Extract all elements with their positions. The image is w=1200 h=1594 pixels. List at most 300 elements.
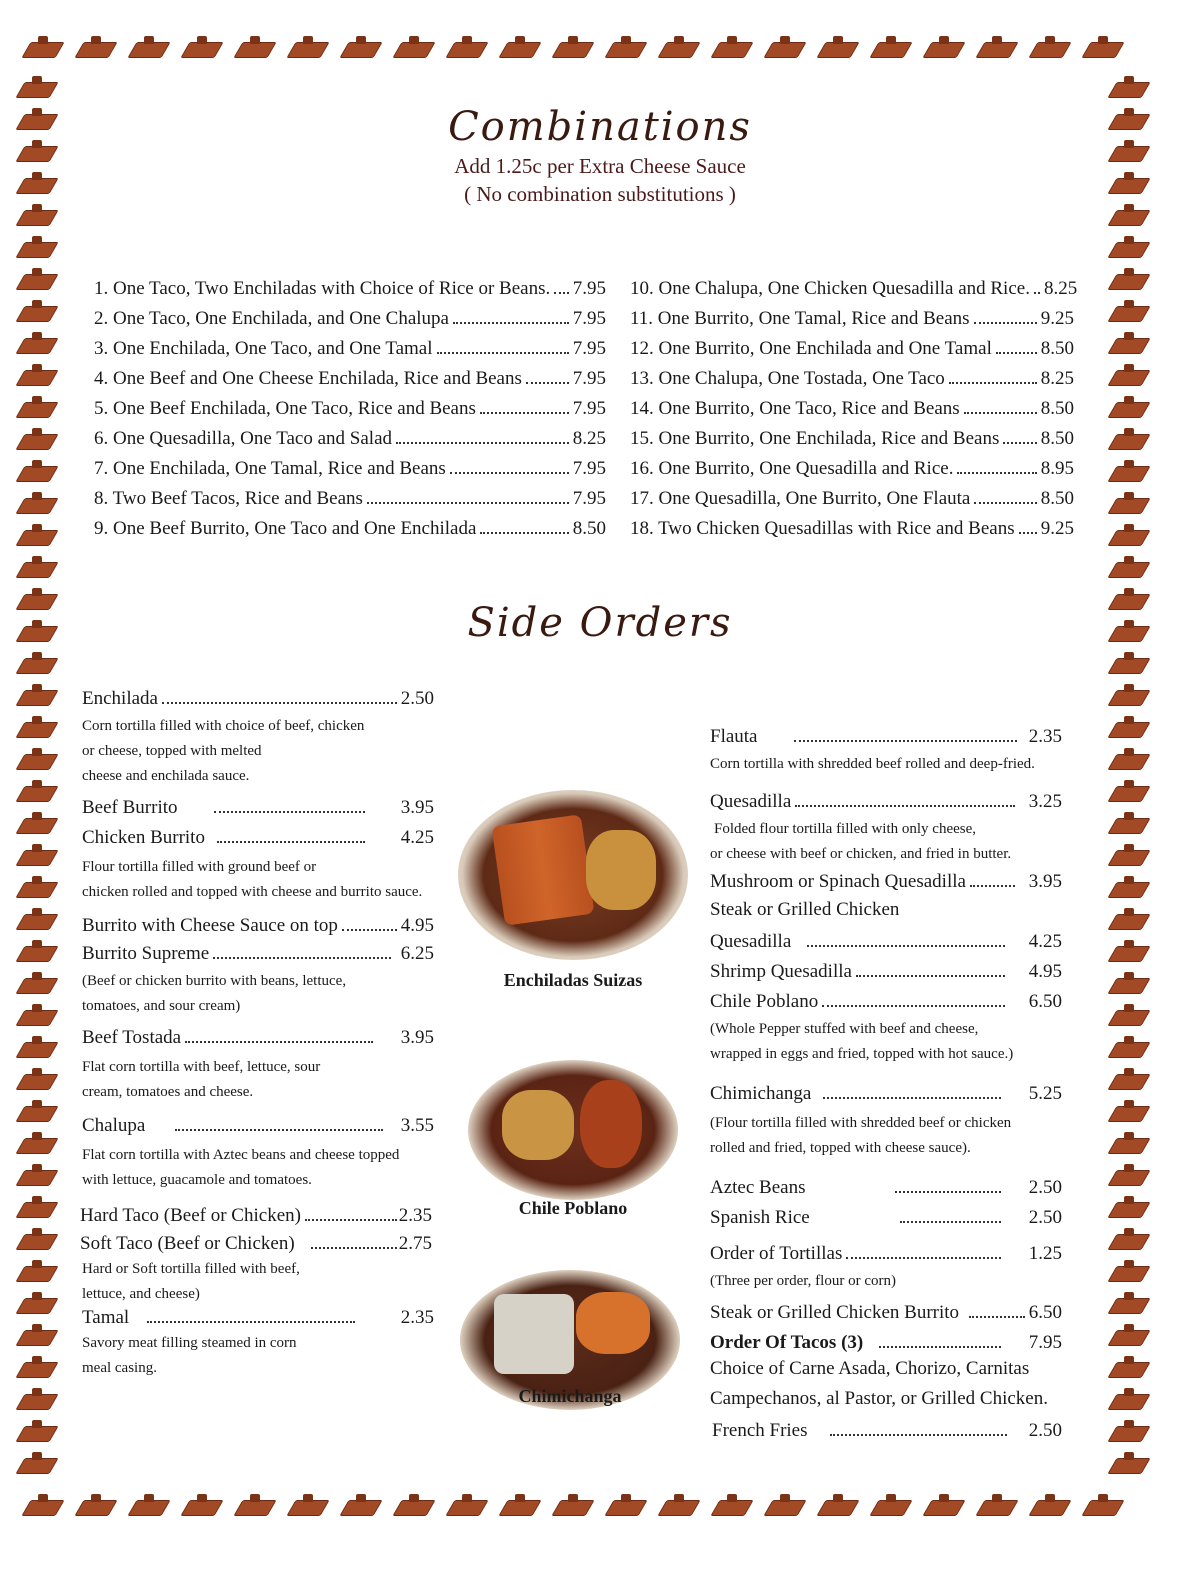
pepper-shape [580, 1080, 642, 1168]
combination-price: 8.50 [572, 518, 606, 539]
bead-ornament-icon [181, 36, 221, 60]
item-name: Chile Poblano [710, 991, 819, 1012]
combination-item [94, 480, 606, 510]
desc-line: cream, tomatoes and cheese. [82, 1084, 254, 1100]
desc-line: lettuce, and cheese) [82, 1286, 200, 1302]
combinations-right-column [630, 270, 1078, 540]
item-name: Mushroom or Spinach Quesadilla [710, 871, 966, 892]
bead-ornament-icon [16, 396, 56, 420]
menu-item [82, 905, 434, 937]
item-description [82, 855, 434, 905]
bead-ornament-icon [1108, 492, 1148, 516]
item-description [82, 714, 434, 789]
dot-leader [305, 1219, 397, 1221]
item-price: 7.95 [1028, 1332, 1062, 1353]
item-price: 4.95 [1028, 961, 1062, 982]
desc-line: Corn tortilla filled with choice of beef, chicken [82, 718, 365, 734]
bead-ornament-icon [181, 1494, 221, 1518]
item-name: Beef Burrito [82, 797, 178, 818]
bead-ornament-icon [16, 940, 56, 964]
combination-text: 11. One Burrito, One Tamal, Rice and Beans [630, 308, 970, 329]
enchilada-shape [491, 814, 594, 926]
combination-price: 8.25 [1043, 278, 1078, 299]
bead-ornament-icon [16, 1260, 56, 1284]
bead-ornament-icon [1108, 1324, 1148, 1348]
bead-ornament-icon [234, 1494, 274, 1518]
combination-text: 4. One Beef and One Cheese Enchilada, Rice and Beans [94, 368, 522, 389]
bead-ornament-icon [16, 812, 56, 836]
menu-item [710, 1414, 1062, 1442]
bead-ornament-icon [75, 1494, 115, 1518]
item-price: 3.95 [400, 797, 434, 818]
combination-text: 2. One Taco, One Enchilada, and One Chalupa [94, 308, 449, 329]
bead-ornament-icon [16, 204, 56, 228]
combination-text: 12. One Burrito, One Enchilada and One Tamal [630, 338, 992, 359]
dot-leader [964, 412, 1037, 414]
combination-item [630, 420, 1074, 450]
desc-line: chicken rolled and topped with cheese and burrito sauce. [82, 884, 423, 900]
menu-item [710, 726, 1062, 748]
bead-ornament-icon [1108, 684, 1148, 708]
item-name: Aztec Beans [710, 1177, 806, 1198]
bead-ornament-icon [1108, 428, 1148, 452]
desc-line: Flat corn tortilla with Aztec beans and cheese topped [82, 1147, 400, 1163]
bead-ornament-icon [1108, 268, 1148, 292]
dot-leader [949, 382, 1037, 384]
bead-ornament-icon [16, 428, 56, 452]
combination-item [94, 420, 606, 450]
combination-item [94, 390, 606, 420]
item-name: Chalupa [82, 1115, 146, 1136]
bead-ornament-icon [16, 1324, 56, 1348]
menu-item [80, 1193, 432, 1227]
item-price: 2.50 [1028, 1177, 1062, 1198]
bead-ornament-icon [1108, 1452, 1148, 1476]
menu-item [710, 1161, 1062, 1199]
item-description [82, 1331, 434, 1381]
dot-leader [879, 1346, 1001, 1348]
menu-item [82, 819, 434, 849]
bead-ornament-icon [16, 268, 56, 292]
chimichanga-shape [494, 1294, 574, 1374]
bead-ornament-icon [16, 1452, 56, 1476]
item-name: Chimichanga [710, 1083, 812, 1104]
combination-item [94, 330, 606, 360]
item-description [710, 1017, 1062, 1067]
bead-ornament-icon [446, 36, 486, 60]
item-description [710, 1269, 1062, 1294]
item-price: 4.25 [1028, 931, 1062, 952]
bead-ornament-icon [16, 524, 56, 548]
bead-ornament-icon [1108, 204, 1148, 228]
item-name: Spanish Rice [710, 1207, 810, 1228]
dot-leader [162, 702, 397, 704]
item-name: Tamal [82, 1307, 130, 1328]
bead-ornament-icon [870, 1494, 910, 1518]
bead-ornament-icon [1108, 940, 1148, 964]
item-name: Steak or Grilled Chicken Burrito [710, 1302, 960, 1323]
chile-poblano-photo [468, 1060, 678, 1200]
dot-leader [957, 472, 1036, 474]
desc-line: Folded flour tortilla filled with only cheese, [714, 821, 977, 837]
dot-leader [969, 1316, 1025, 1318]
combination-item [94, 360, 606, 390]
combination-price: 8.50 [1040, 428, 1074, 449]
bead-ornament-icon [1108, 556, 1148, 580]
bead-ornament-icon [605, 1494, 645, 1518]
dot-leader [213, 957, 391, 959]
combination-text: 3. One Enchilada, One Taco, and One Tamal [94, 338, 433, 359]
dot-leader [974, 502, 1036, 504]
bead-ornament-icon [1082, 1494, 1122, 1518]
bead-ornament-icon [1108, 1132, 1148, 1156]
item-price: 3.55 [400, 1115, 434, 1136]
bead-ornament-icon [340, 1494, 380, 1518]
item-price: 6.25 [400, 943, 434, 964]
dot-leader [147, 1321, 355, 1323]
combination-price: 7.95 [572, 368, 606, 389]
combination-text: 18. Two Chicken Quesadillas with Rice and Beans [630, 518, 1015, 539]
bead-ornament-icon [16, 1036, 56, 1060]
menu-item [82, 1019, 434, 1049]
dot-leader [396, 442, 569, 444]
bead-ornament-icon [1108, 524, 1148, 548]
bead-ornament-icon [764, 1494, 804, 1518]
combinations-note: Add 1.25c per Extra Cheese Sauce [454, 154, 746, 178]
item-description [82, 969, 434, 1019]
combination-text: 16. One Burrito, One Quesadilla and Rice. [630, 458, 954, 479]
bead-ornament-icon [1108, 236, 1148, 260]
item-description [82, 1143, 434, 1193]
bead-ornament-icon [1108, 844, 1148, 868]
dot-leader [974, 322, 1037, 324]
combination-price: 8.25 [572, 428, 606, 449]
bead-ornament-icon [75, 36, 115, 60]
bead-ornament-icon [16, 972, 56, 996]
dot-leader [480, 532, 568, 534]
item-price: 2.75 [398, 1233, 432, 1254]
desc-line: Flour tortilla filled with ground beef or [82, 859, 317, 875]
bead-ornament-icon [499, 1494, 539, 1518]
bead-ornament-icon [711, 36, 751, 60]
item-description [710, 1354, 1062, 1414]
bead-ornament-icon [1108, 1292, 1148, 1316]
combinations-note-substitutions: ( No combination substitutions ) [464, 182, 736, 206]
item-name: Steak or Grilled Chicken [710, 899, 900, 920]
bead-ornament-icon [1108, 1196, 1148, 1220]
bead-ornament-icon [605, 36, 645, 60]
bead-ornament-icon [128, 36, 168, 60]
dot-leader [795, 805, 1014, 807]
combination-text: 8. Two Beef Tacos, Rice and Beans [94, 488, 363, 509]
dot-leader [807, 945, 1004, 947]
combination-text: 7. One Enchilada, One Tamal, Rice and Beans [94, 458, 446, 479]
bead-ornament-icon [16, 1228, 56, 1252]
bead-ornament-icon [1108, 1068, 1148, 1092]
desc-line: or cheese with beef or chicken, and fried in butter. [710, 846, 1012, 862]
item-description [82, 1055, 434, 1105]
bead-ornament-icon [711, 1494, 751, 1518]
dot-leader [453, 322, 569, 324]
bead-ornament-icon [16, 844, 56, 868]
combination-item [630, 360, 1074, 390]
combination-text: 6. One Quesadilla, One Taco and Salad [94, 428, 393, 449]
desc-line: (Three per order, flour or corn) [710, 1273, 896, 1289]
bead-ornament-icon [1108, 652, 1148, 676]
enchiladas-suizas-photo [458, 790, 688, 960]
dot-leader [895, 1191, 1000, 1193]
bead-ornament-icon [817, 36, 857, 60]
bead-ornament-icon [976, 1494, 1016, 1518]
bead-ornament-icon [340, 36, 380, 60]
bead-ornament-icon [1108, 364, 1148, 388]
rice-shape [576, 1292, 650, 1354]
desc-line: Hard or Soft tortilla filled with beef, [82, 1261, 300, 1277]
dot-leader [342, 929, 397, 931]
bead-ornament-icon [287, 36, 327, 60]
bead-ornament-icon [16, 780, 56, 804]
dot-leader [823, 1097, 1000, 1099]
desc-line: Flat corn tortilla with beef, lettuce, sour [82, 1059, 321, 1075]
combination-text: 14. One Burrito, One Taco, Rice and Beans [630, 398, 960, 419]
menu-item [82, 684, 434, 710]
bead-ornament-icon [817, 1494, 857, 1518]
combination-price: 8.50 [1040, 338, 1074, 359]
bead-ornament-icon [446, 1494, 486, 1518]
side-orders-left [82, 684, 434, 1381]
bead-ornament-icon [1108, 396, 1148, 420]
bead-ornament-icon [1108, 1420, 1148, 1444]
dot-leader [480, 412, 569, 414]
bead-ornament-icon [1108, 300, 1148, 324]
bead-ornament-icon [1108, 332, 1148, 356]
bead-ornament-icon [16, 652, 56, 676]
bead-ornament-icon [16, 1356, 56, 1380]
bead-ornament-icon [1108, 972, 1148, 996]
combination-price: 8.95 [1040, 458, 1074, 479]
item-price: 1.25 [1028, 1243, 1062, 1264]
desc-line: Corn tortilla with shredded beef rolled and deep-fried. [710, 756, 1035, 772]
combination-text: 1. One Taco, Two Enchiladas with Choice of Rice or Beans. [94, 278, 551, 299]
menu-item [710, 867, 1062, 893]
menu-item [710, 921, 1062, 953]
dot-leader [822, 1005, 1005, 1007]
bead-ornament-icon [393, 36, 433, 60]
bead-ornament-icon [16, 1196, 56, 1220]
combination-item [630, 330, 1074, 360]
item-price: 3.95 [400, 1027, 434, 1048]
dot-leader [185, 1041, 373, 1043]
desc-line: cheese and enchilada sauce. [82, 768, 250, 784]
desc-line: (Beef or chicken burrito with beans, lettuce, [82, 973, 347, 989]
item-price: 6.50 [1028, 1302, 1062, 1323]
menu-item [80, 1227, 432, 1255]
combination-item [94, 450, 606, 480]
combination-text: 10. One Chalupa, One Chicken Quesadilla and Rice. [630, 278, 1030, 299]
menu-item [710, 983, 1062, 1013]
item-price: 3.25 [1028, 791, 1062, 812]
bead-ornament-icon [22, 1494, 62, 1518]
bead-ornament-icon [16, 748, 56, 772]
item-name: Quesadilla [710, 791, 792, 812]
bead-ornament-icon [1108, 460, 1148, 484]
item-price: 2.35 [400, 1307, 434, 1328]
enchiladas-suizas-caption: Enchiladas Suizas [503, 970, 643, 990]
combination-price: 8.25 [1040, 368, 1074, 389]
item-name: Beef Tostada [82, 1027, 182, 1048]
combination-price: 7.95 [572, 488, 606, 509]
combination-item [630, 390, 1074, 420]
bead-ornament-icon [1108, 1164, 1148, 1188]
desc-line: wrapped in eggs and fried, topped with hot sauce.) [710, 1046, 1014, 1062]
bead-ornament-icon [1108, 876, 1148, 900]
item-price: 6.50 [1028, 991, 1062, 1012]
item-name: Chicken Burrito [82, 827, 205, 848]
item-price: 2.50 [400, 688, 434, 709]
bead-ornament-icon [1029, 1494, 1069, 1518]
menu-item [710, 953, 1062, 983]
dot-leader [996, 352, 1037, 354]
menu-item [710, 1199, 1062, 1229]
menu-item-label [710, 893, 1062, 921]
bead-ornament-icon [1108, 780, 1148, 804]
combination-text: 17. One Quesadilla, One Burrito, One Flauta [630, 488, 971, 509]
item-name: Enchilada [82, 688, 158, 709]
desc-line: Choice of Carne Asada, Chorizo, Carnitas [710, 1358, 1030, 1379]
combinations-left-column [94, 270, 606, 540]
bead-ornament-icon [16, 364, 56, 388]
item-name: Shrimp Quesadilla [710, 961, 852, 982]
bead-ornament-icon [658, 1494, 698, 1518]
item-description [710, 752, 1062, 777]
desc-line: or cheese, topped with melted [82, 743, 262, 759]
bead-ornament-icon [1108, 1228, 1148, 1252]
bead-ornament-icon [128, 1494, 168, 1518]
bead-ornament-icon [16, 556, 56, 580]
dot-leader [554, 292, 569, 294]
combination-price: 9.25 [1040, 518, 1074, 539]
combination-text: 15. One Burrito, One Enchilada, Rice and Beans [630, 428, 1000, 449]
bead-ornament-icon [1082, 36, 1122, 60]
bead-ornament-icon [16, 492, 56, 516]
item-price: 2.35 [398, 1205, 432, 1226]
dot-leader [970, 885, 1015, 887]
bead-ornament-icon [1108, 716, 1148, 740]
bead-ornament-icon [923, 36, 963, 60]
bead-ornament-icon [287, 1494, 327, 1518]
item-price: 4.95 [400, 915, 434, 936]
bead-ornament-icon [552, 36, 592, 60]
bead-ornament-icon [1108, 1036, 1148, 1060]
bead-ornament-icon [1108, 76, 1148, 100]
bead-ornament-icon [16, 236, 56, 260]
item-price: 5.25 [1028, 1083, 1062, 1104]
bead-ornament-icon [870, 36, 910, 60]
item-price: 4.25 [400, 827, 434, 848]
desc-line: Campechanos, al Pastor, or Grilled Chicken. [710, 1388, 1048, 1409]
combination-item [630, 270, 1078, 300]
bead-ornament-icon [1108, 812, 1148, 836]
bead-ornament-icon [1108, 1004, 1148, 1028]
dot-leader [175, 1129, 382, 1131]
bead-ornament-icon [234, 36, 274, 60]
menu-item [82, 789, 434, 819]
combinations-title: Combinations [448, 104, 752, 150]
combination-price: 7.95 [572, 458, 606, 479]
bead-ornament-icon [16, 1164, 56, 1188]
item-name: Order of Tortillas [710, 1243, 843, 1264]
combination-text: 13. One Chalupa, One Tostada, One Taco [630, 368, 945, 389]
bead-ornament-icon [1108, 1356, 1148, 1380]
combination-price: 7.95 [572, 308, 606, 329]
bead-ornament-icon [16, 76, 56, 100]
combination-price: 8.50 [1040, 488, 1074, 509]
item-price: 2.35 [1028, 726, 1062, 747]
side-orders-right [710, 726, 1062, 1442]
item-name: Hard Taco (Beef or Chicken) [80, 1205, 301, 1226]
dot-leader [526, 382, 569, 384]
dot-leader [1003, 442, 1036, 444]
combination-price: 7.95 [572, 278, 606, 299]
item-name: Burrito Supreme [82, 943, 210, 964]
dot-leader [437, 352, 569, 354]
side-orders-title: Side Orders [467, 600, 733, 646]
bead-ornament-icon [499, 36, 539, 60]
bead-ornament-icon [658, 36, 698, 60]
bead-ornament-icon [552, 1494, 592, 1518]
desc-line: tomatoes, and sour cream) [82, 998, 241, 1014]
desc-line: with lettuce, guacamole and tomatoes. [82, 1172, 312, 1188]
bead-ornament-icon [16, 908, 56, 932]
combination-item [630, 510, 1074, 540]
item-price: 2.50 [1028, 1420, 1062, 1441]
item-name: Burrito with Cheese Sauce on top [82, 915, 338, 936]
combination-item [630, 450, 1074, 480]
rice-shape [502, 1090, 574, 1160]
desc-line: (Flour tortilla filled with shredded beef or chicken [710, 1115, 1012, 1131]
combination-text: 9. One Beef Burrito, One Taco and One Enchilada [94, 518, 477, 539]
desc-line: rolled and fried, topped with cheese sauce). [710, 1140, 971, 1156]
item-name: French Fries [712, 1420, 808, 1441]
menu-item [710, 1229, 1062, 1265]
chimichanga-caption: Chimichanga [518, 1386, 622, 1406]
bead-ornament-icon [16, 332, 56, 356]
dot-leader [311, 1247, 397, 1249]
menu-item [82, 937, 434, 965]
desc-line: (Whole Pepper stuffed with beef and cheese, [710, 1021, 979, 1037]
dot-leader [856, 975, 1005, 977]
combination-item [94, 300, 606, 330]
bead-ornament-icon [16, 1132, 56, 1156]
dot-leader [830, 1434, 1007, 1436]
combination-price: 8.50 [1040, 398, 1074, 419]
dot-leader [214, 811, 365, 813]
dot-leader [217, 841, 365, 843]
item-name: Soft Taco (Beef or Chicken) [80, 1233, 295, 1254]
bead-ornament-icon [1108, 748, 1148, 772]
item-price: 3.95 [1028, 871, 1062, 892]
combination-item [630, 480, 1074, 510]
dot-leader [450, 472, 569, 474]
bead-ornament-icon [16, 876, 56, 900]
combination-price: 7.95 [572, 398, 606, 419]
item-description [710, 817, 1062, 867]
menu-item [710, 1294, 1062, 1324]
dot-leader [794, 740, 1017, 742]
bead-ornament-icon [16, 1068, 56, 1092]
bead-ornament-icon [16, 1292, 56, 1316]
combination-price: 7.95 [572, 338, 606, 359]
